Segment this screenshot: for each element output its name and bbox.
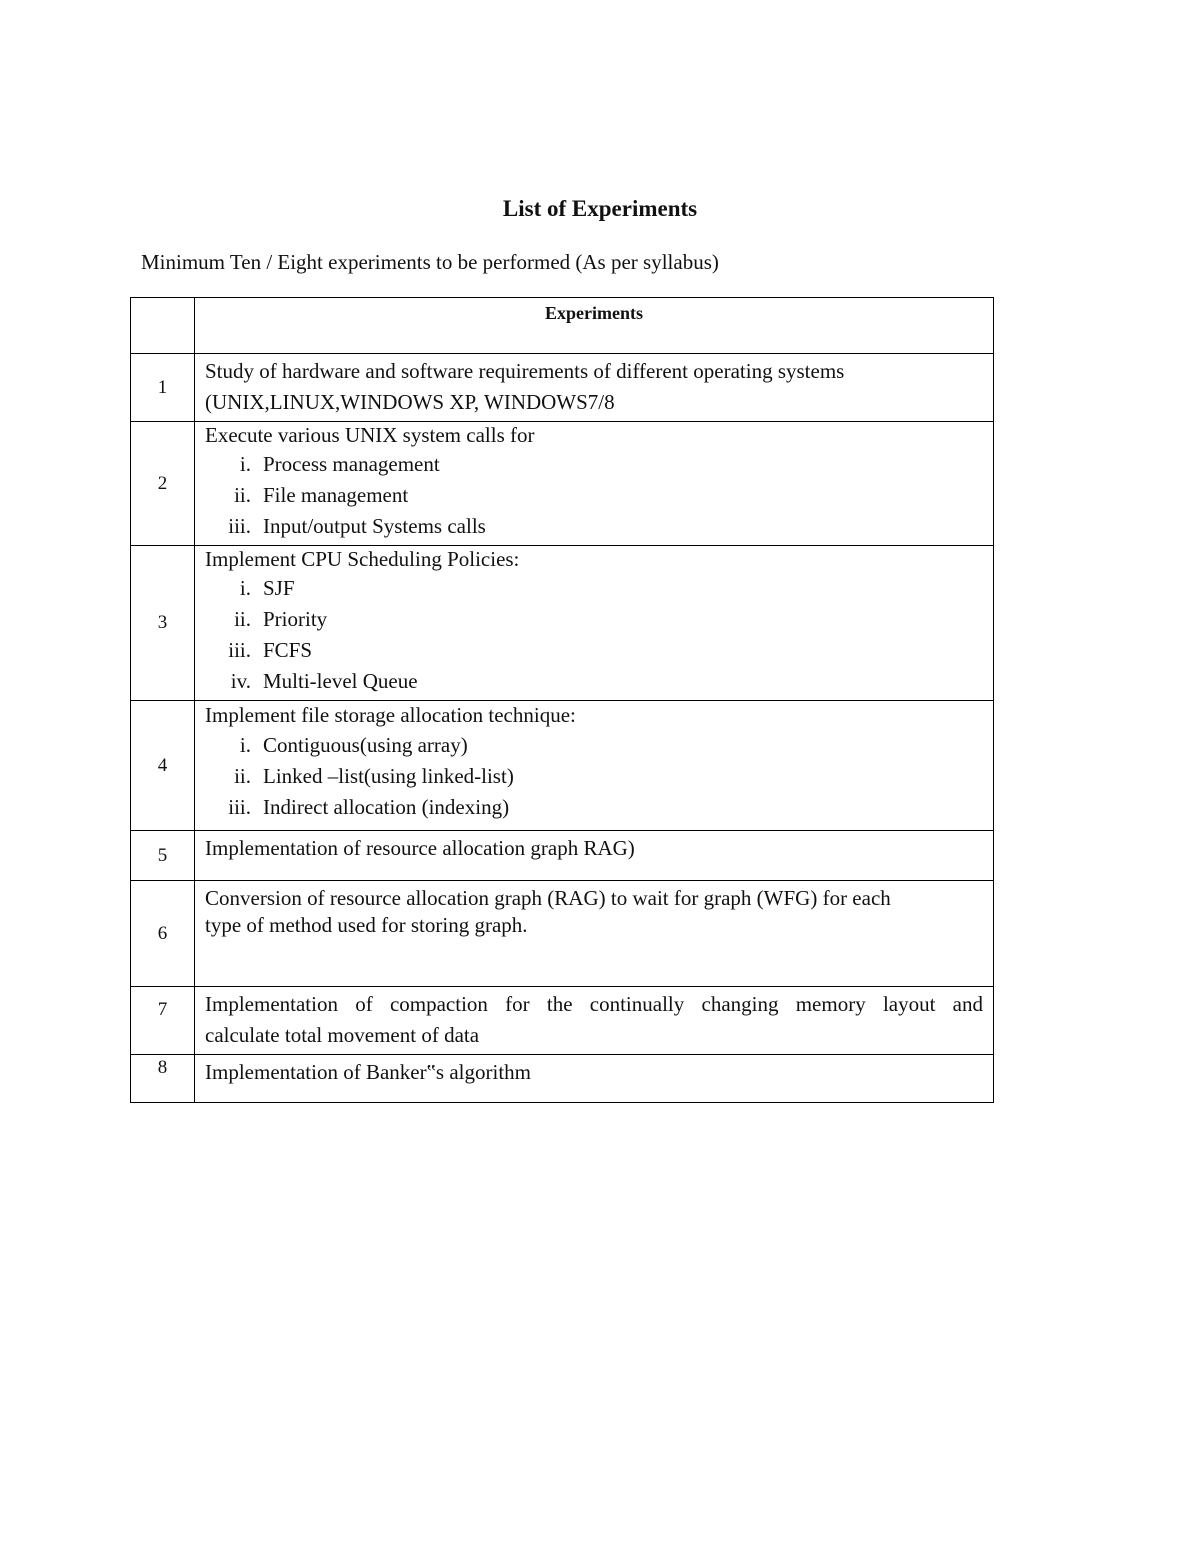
page-subtitle: Minimum Ten / Eight experiments to be performed (As per syllabus)	[141, 250, 719, 274]
list-item	[205, 480, 983, 511]
experiment-description	[195, 987, 994, 1055]
list-item	[205, 604, 983, 635]
experiment-line: Execute various UNIX system calls for	[205, 423, 535, 447]
list-item-text: File management	[263, 483, 409, 507]
table-row	[131, 881, 994, 987]
list-marker: ii.	[234, 483, 251, 507]
header-num-cell	[131, 298, 195, 354]
list-item-text: Input/output Systems calls	[263, 514, 486, 538]
table-row	[131, 546, 994, 701]
list-item-text: Indirect allocation (indexing)	[263, 795, 510, 819]
experiment-line: (UNIX,LINUX,WINDOWS XP, WINDOWS7/8	[205, 390, 615, 414]
list-item	[205, 449, 983, 480]
experiment-description	[195, 354, 994, 422]
experiment-number: 8	[131, 1055, 195, 1103]
experiment-line: Implement CPU Scheduling Policies:	[205, 547, 520, 571]
experiment-description	[195, 831, 994, 881]
list-marker: i.	[239, 452, 251, 476]
experiment-number: 1	[131, 354, 195, 422]
list-marker: i.	[239, 733, 251, 757]
table-row	[131, 987, 994, 1055]
list-item	[205, 761, 983, 792]
list-item	[205, 573, 983, 604]
experiment-description	[195, 422, 994, 546]
table-header-row	[131, 298, 994, 354]
list-item	[205, 635, 983, 666]
experiment-number: 7	[131, 987, 195, 1055]
table-row	[131, 831, 994, 881]
experiment-number: 6	[131, 881, 195, 987]
experiment-line: type of method used for storing graph.	[205, 913, 528, 937]
experiments-table	[130, 297, 994, 1103]
list-item	[205, 730, 983, 761]
experiment-line: Implementation of compaction for the continually changing memory layout and	[205, 992, 983, 1016]
table-row	[131, 422, 994, 546]
experiment-description	[195, 881, 994, 987]
list-marker: ii.	[234, 764, 251, 788]
list-item-text: Priority	[263, 607, 328, 631]
list-item	[205, 511, 983, 542]
experiment-number: 4	[131, 701, 195, 831]
list-item-text: Contiguous(using array)	[263, 733, 468, 757]
list-item-text: Linked –list(using linked-list)	[263, 764, 514, 788]
list-marker: iv.	[230, 669, 251, 693]
list-marker: i.	[239, 576, 251, 600]
experiment-line: Implementation of resource allocation graph RAG)	[205, 836, 635, 860]
table-row	[131, 354, 994, 422]
list-item	[205, 792, 983, 823]
experiment-line: Study of hardware and software requirements of different operating systems	[205, 359, 845, 383]
list-marker: iii.	[228, 638, 251, 662]
experiment-line: calculate total movement of data	[205, 1023, 480, 1047]
experiment-description	[195, 546, 994, 701]
list-marker: ii.	[234, 607, 251, 631]
experiment-number: 3	[131, 546, 195, 701]
table-row	[131, 1055, 994, 1103]
list-item-text: FCFS	[263, 638, 313, 662]
list-marker: iii.	[228, 795, 251, 819]
experiment-description	[195, 701, 994, 831]
header-experiments-cell: Experiments	[195, 298, 994, 354]
list-item	[205, 666, 983, 697]
experiment-number: 5	[131, 831, 195, 881]
list-marker: iii.	[228, 514, 251, 538]
experiment-line: Implement file storage allocation technique:	[205, 703, 576, 727]
list-item-text: SJF	[263, 576, 295, 600]
list-item-text: Multi-level Queue	[263, 669, 418, 693]
list-item-text: Process management	[263, 452, 440, 476]
experiment-line: Conversion of resource allocation graph (RAG) to wait for graph (WFG) for each	[205, 886, 891, 910]
experiment-line: Implementation of Banker‟s algorithm	[205, 1060, 531, 1084]
page-title: List of Experiments	[502, 196, 698, 221]
experiment-description	[195, 1055, 994, 1103]
experiment-number: 2	[131, 422, 195, 546]
table-row	[131, 701, 994, 831]
